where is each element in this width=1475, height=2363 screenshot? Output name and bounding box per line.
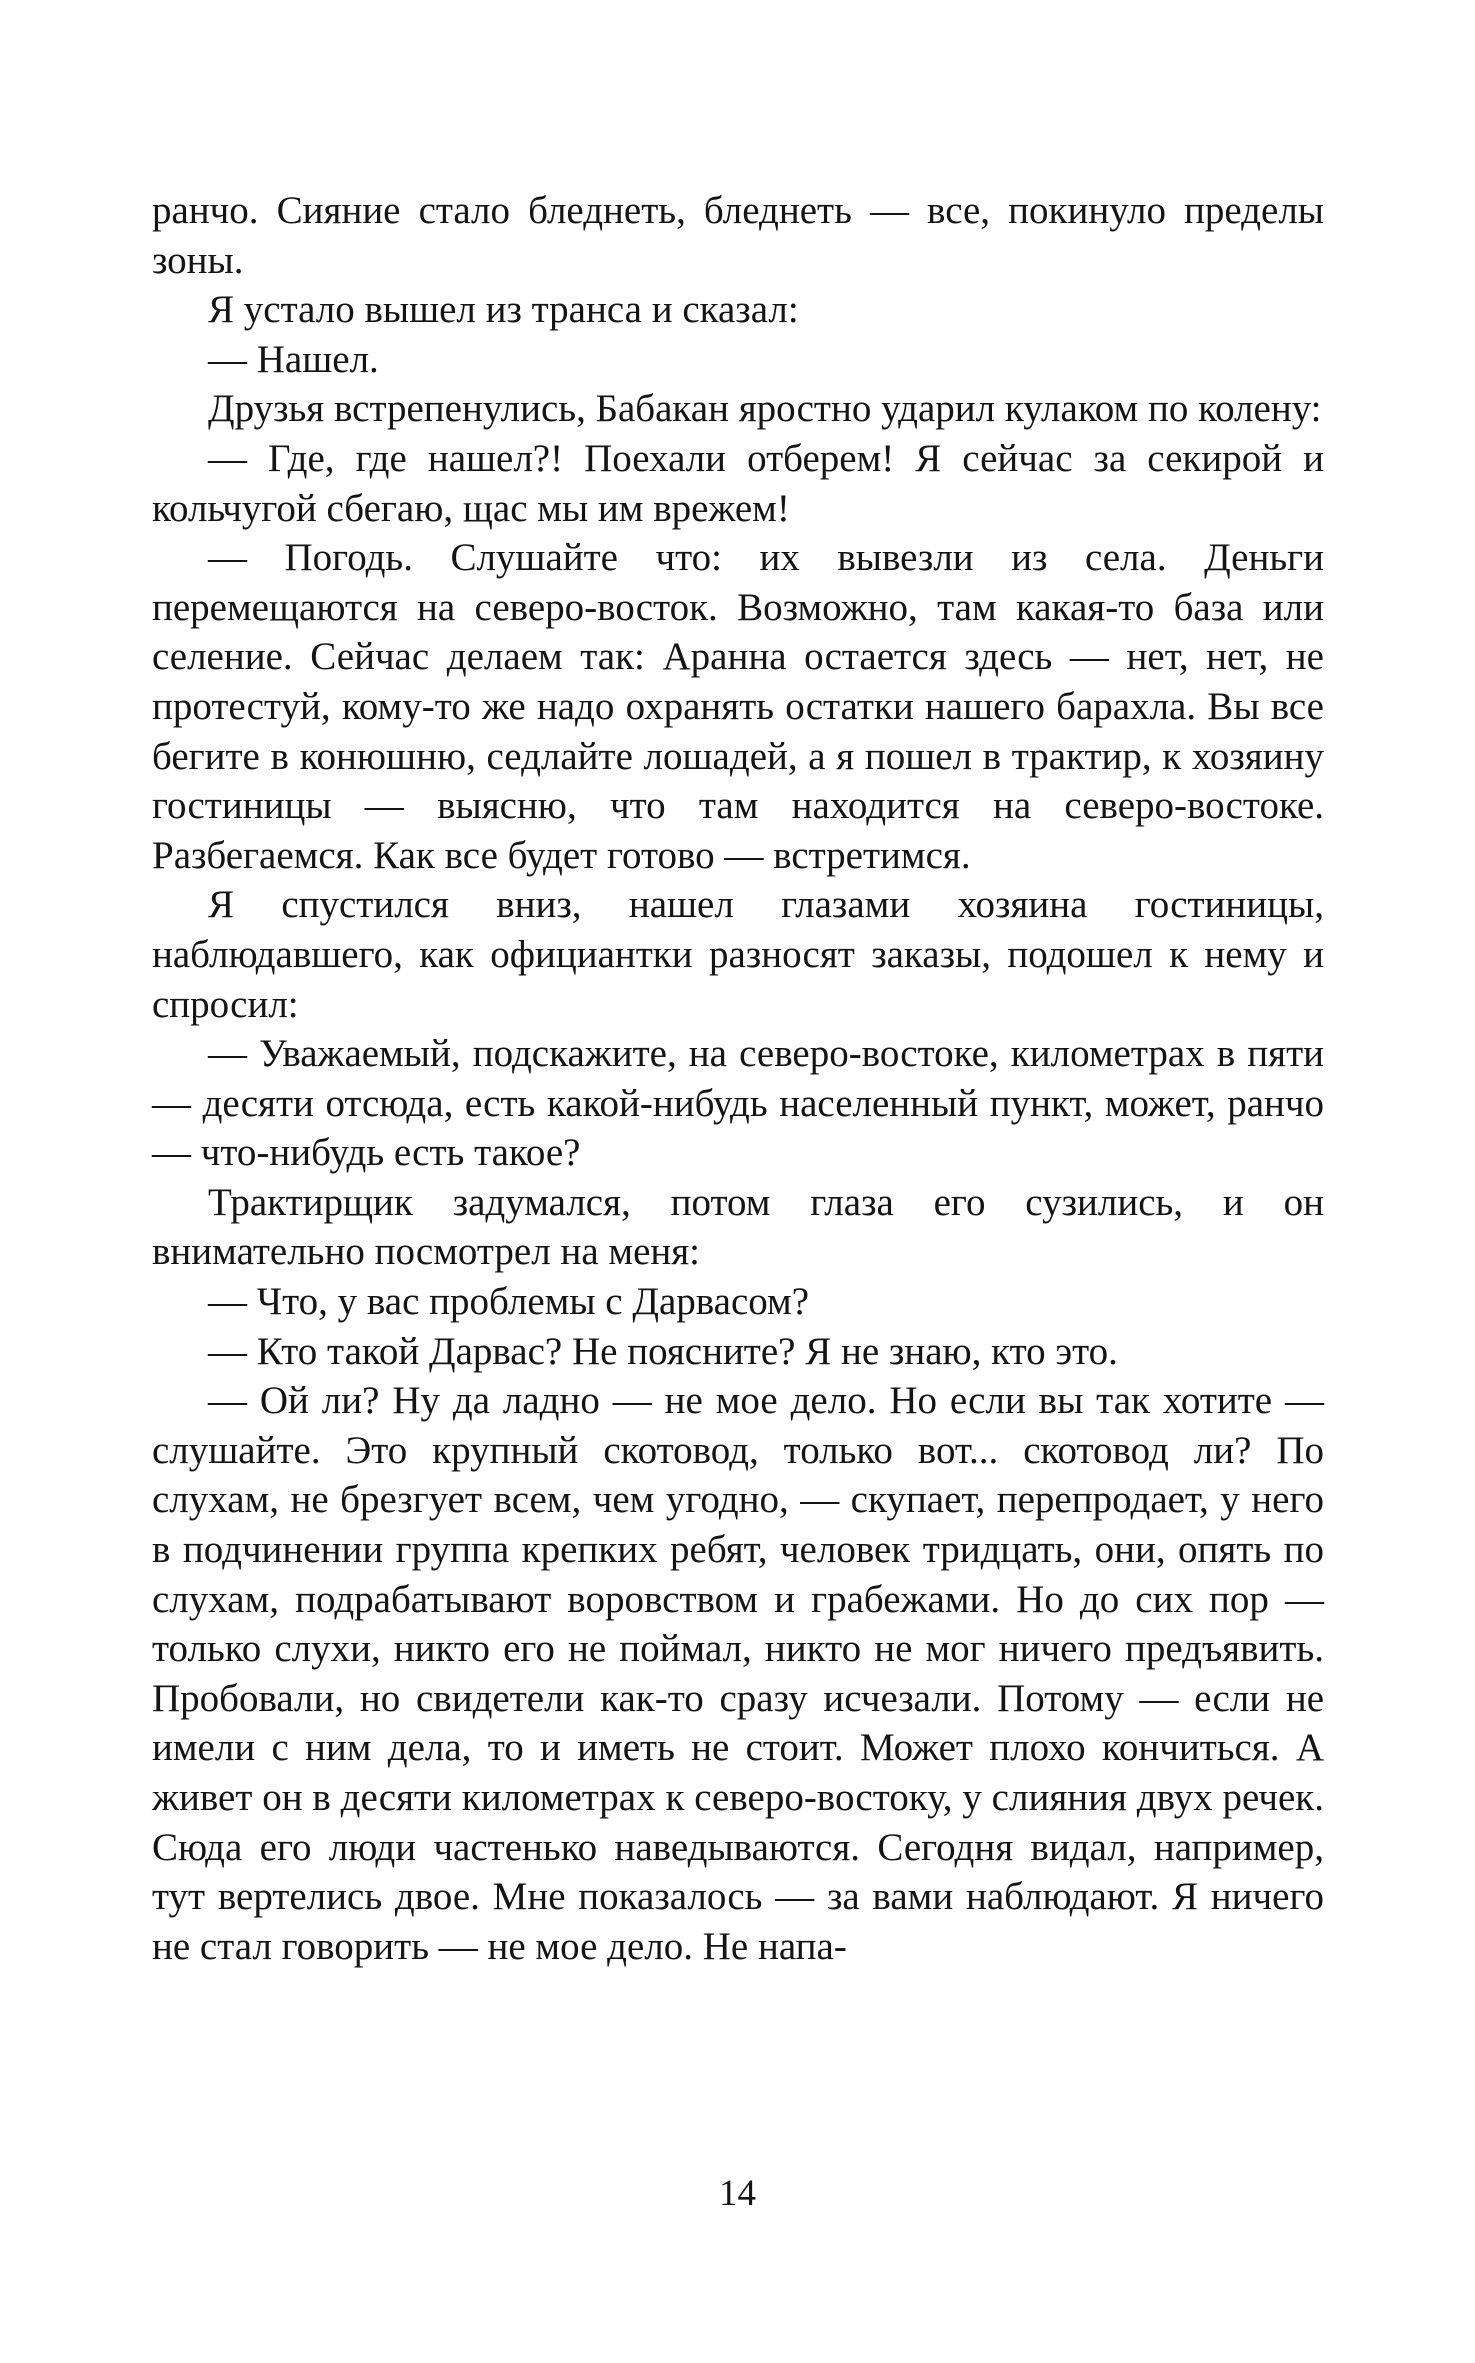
- paragraph: — Погодь. Слушайте что: их вывезли из села. Деньги перемещаются на северо-восток. Возможно, там какая-то база или селение. Сейчас делаем так: Аранна остается здесь — нет, нет, не протестуй, кому-то же надо охранять остатки нашего барахла. Вы все бегите в конюшню, седлайте лошадей, а я пошел в трактир, к хозяину гостиницы — выясню, что там находится на северо-востоке. Разбегаемся. Как все будет готово — встретимся.: [152, 536, 1324, 877]
- body-text: [152, 186, 1324, 1971]
- paragraph: Я устало вышел из транса и сказал:: [208, 288, 799, 332]
- paragraph: Трактирщик задумался, потом глаза его сузились, и он внимательно посмотрел на меня:: [152, 1180, 1324, 1274]
- paragraph: ранчо. Сияние стало бледнеть, бледнеть — все, покинуло пределы зоны.: [152, 189, 1324, 282]
- paragraph: — Кто такой Дарвас? Не поясните? Я не знаю, кто это.: [208, 1329, 1118, 1373]
- paragraph: Я спустился вниз, нашел глазами хозяина гостиницы, наблюдавшего, как официантки разносят заказы, подошел к нему и спросил:: [152, 883, 1324, 1026]
- paragraph: Друзья встрепенулись, Бабакан яростно ударил кулаком по колену:: [208, 387, 1322, 431]
- paragraph: — Нашел.: [208, 337, 379, 381]
- paragraph: — Уважаемый, подскажите, на северо-востоке, километрах в пяти — десяти отсюда, есть какой-нибудь населенный пункт, может, ранчо — что-нибудь есть такое?: [152, 1032, 1324, 1175]
- paragraph: — Где, где нашел?! Поехали отберем! Я сейчас за секирой и кольчугой сбегаю, щас мы им врежем!: [152, 436, 1324, 530]
- page-number: 14: [719, 2173, 756, 2214]
- paragraph: — Ой ли? Ну да ладно — не мое дело. Но если вы так хотите — слушайте. Это крупный скотовод, только вот... скотовод ли? По слухам, не брезгует всем, чем угодно, — скупает, перепродает, у него в подчинении группа крепких ребят, человек тридцать, они, опять по слухам, подрабатывают воровством и грабежами. Но до сих пор — только слухи, никто его не поймал, никто не мог ничего предъявить. Пробовали, но свидетели как-то сразу исчезали. Потому — если не имели с ним дела, то и иметь не стоит. Может плохо кончиться. А живет он в десяти километрах к северо-востоку, у слияния двух речек. Сюда его люди частенько наведываются. Сегодня видал, например, тут вертелись двое. Мне показалось — за вами наблюдают. Я ничего не стал говорить — не мое дело. Не напа-: [152, 1379, 1324, 1968]
- paragraph: — Что, у вас проблемы с Дарвасом?: [208, 1280, 810, 1324]
